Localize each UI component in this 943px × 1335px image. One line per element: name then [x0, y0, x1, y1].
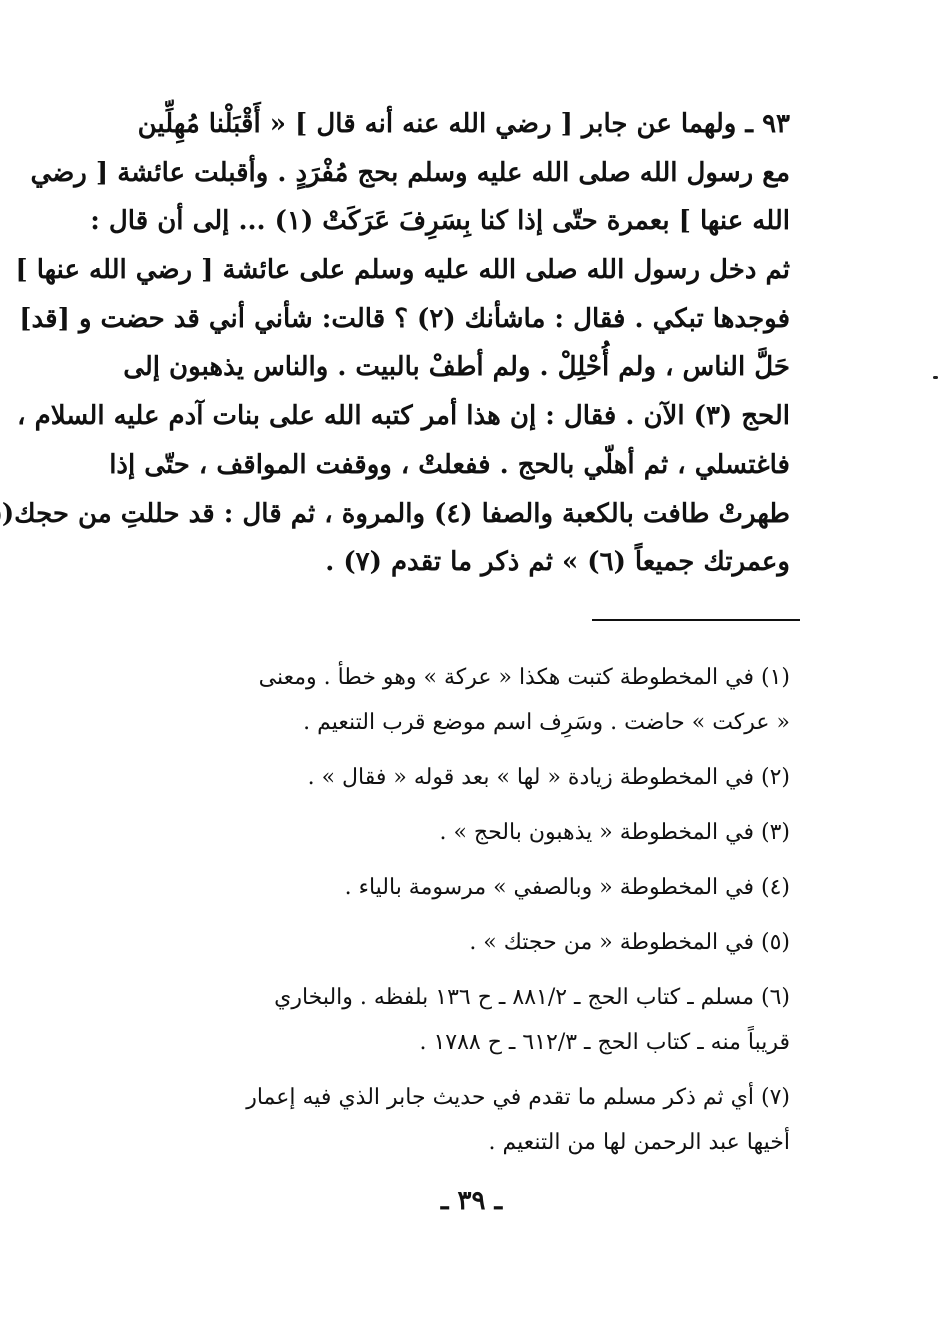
footnote-4	[140, 865, 790, 910]
footnote-line: (٦) مسلم ـ كتاب الحج ـ ٨٨١/٢ ـ ح ١٣٦ بلفظه . والبخاري	[274, 985, 790, 1010]
footnote-line: أخيها عبد الرحمن لها من التنعيم .	[488, 1130, 790, 1155]
footnotes	[140, 655, 790, 1175]
hadith-line: الله عنها ] بعمرة حتّى إذا كنا بِسَرِفَ عَرَكَتْ (١) ... إلى أن قال :	[90, 206, 790, 237]
footnote-1	[140, 655, 790, 745]
footnote-5	[140, 920, 790, 965]
footnote-separator	[592, 619, 800, 621]
footnote-line: « عركت » حاضت . وسَرِف اسم موضع قرب التنعيم .	[303, 710, 790, 735]
hadith-text	[1, 100, 790, 587]
hadith-line: الحج (٣) الآن . فقال : إن هذا أمر كتبه الله على بنات آدم عليه السلام ،	[17, 401, 790, 432]
footnote-3	[140, 810, 790, 855]
hadith-line: فوجدها تبكي . فقال : ماشأنك (٢) ؟ قالت: شأني أني قد حضت و [قد]	[19, 303, 790, 334]
footnote-6	[140, 975, 790, 1065]
footnote-line: (١) في المخطوطة كتبت هكذا « عركة » وهو خطأ . ومعنى	[258, 665, 790, 690]
hadith-line: مع رسول الله صلى الله عليه وسلم بحج مُفْرَدٍ . وأقبلت عائشة [ رضي	[30, 157, 790, 188]
footnote-line: (٢) في المخطوطة زيادة « لها » بعد قوله « فقال » .	[307, 765, 790, 790]
page-number: ـ ٣٩ ـ	[440, 1186, 503, 1216]
hadith-line: ثم دخل رسول الله صلى الله عليه وسلم على عائشة [ رضي الله عنها ]	[15, 255, 790, 286]
footnote-line: (٥) في المخطوطة « من حجتك » .	[469, 930, 790, 955]
footnote-line: (٧) أي ثم ذكر مسلم ما تقدم في حديث جابر الذي فيه إعمار	[246, 1085, 790, 1110]
hadith-line: حَلَّ الناس ، ولم أُحْلِلْ . ولم أطفْ بالبيت . والناس يذهبون إلى	[123, 352, 790, 383]
footnote-line: قريباً منه ـ كتاب الحج ـ ٦١٢/٣ ـ ح ١٧٨٨ .	[419, 1030, 790, 1055]
hadith-line: طهرتْ طافت بالكعبة والصفا (٤) والمروة ، ثم قال : قد حللتِ من حجك(	[1, 498, 790, 529]
hadith-line: فاغتسلي ، ثم أهلّي بالحج . ففعلتْ ، ووقفت المواقف ، حتّى إذا	[109, 449, 790, 480]
scan-speck	[933, 376, 938, 379]
footnote-line: (٣) في المخطوطة « يذهبون بالحج » .	[439, 820, 790, 845]
hadith-line: وعمرتك جميعاً (٦) » ثم ذكر ما تقدم (٧) .	[325, 547, 790, 578]
footnote-line: (٤) في المخطوطة « وبالصفي » مرسومة بالياء .	[344, 875, 790, 900]
hadith-line: ٩٣ ـ ولهما عن جابر [ رضي الله عنه أنه قال ] « أَقْبَلْنا مُهِلِّين	[137, 109, 790, 139]
footnote-7	[140, 1075, 790, 1165]
footnote-2	[140, 755, 790, 800]
